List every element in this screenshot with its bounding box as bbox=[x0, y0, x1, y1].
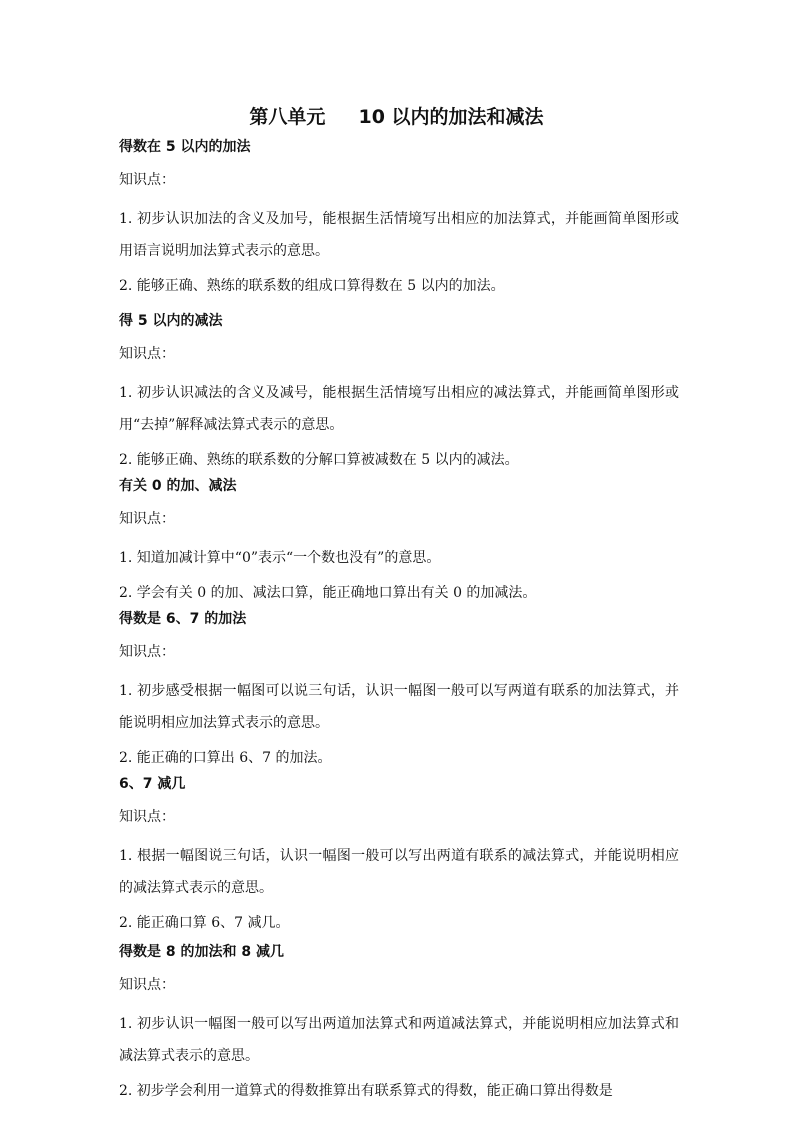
section-8-add-subtract bbox=[119, 942, 679, 1107]
knowledge-point-item: 2. 初步学会利用一道算式的得数推算出有联系算式的得数，能正确口算出得数是 bbox=[119, 1083, 613, 1099]
document-body bbox=[119, 137, 679, 1110]
section-heading: 得数在 5 以内的加法 bbox=[119, 139, 251, 155]
section-heading: 得数是 8 的加法和 8 减几 bbox=[119, 944, 284, 960]
knowledge-point-item: 1. 初步感受根据一幅图可以说三句话，认识一幅图一般可以写两道有联系的加法算式，并能说明相应加法算式表示的意思。 bbox=[119, 683, 679, 731]
knowledge-point-item: 1. 知道加减计算中“0”表示“一个数也没有”的意思。 bbox=[119, 550, 441, 566]
knowledge-point-label: 知识点： bbox=[119, 644, 175, 660]
knowledge-point-item: 1. 初步认识减法的含义及减号，能根据生活情境写出相应的减法算式，并能画简单图形或用“去掉”解释减法算式表示的意思。 bbox=[119, 385, 679, 433]
knowledge-point-label: 知识点： bbox=[119, 809, 175, 825]
knowledge-point-item: 1. 初步认识一幅图一般可以写出两道加法算式和两道减法算式，并能说明相应加法算式和减法算式表示的意思。 bbox=[119, 1016, 679, 1064]
knowledge-point-label: 知识点： bbox=[119, 172, 175, 188]
section-heading: 有关 0 的加、减法 bbox=[119, 478, 237, 494]
knowledge-point-item: 1. 根据一幅图说三句话，认识一幅图一般可以写出两道有联系的减法算式，并能说明相应的减法算式表示的意思。 bbox=[119, 848, 679, 896]
knowledge-point-item: 2. 学会有关 0 的加、减法口算，能正确地口算出有关 0 的加减法。 bbox=[119, 585, 537, 601]
knowledge-point-label: 知识点： bbox=[119, 346, 175, 362]
section-heading: 得数是 6、7 的加法 bbox=[119, 611, 247, 627]
knowledge-point-item: 2. 能正确口算 6、7 减几。 bbox=[119, 915, 290, 931]
section-subtraction-within-5 bbox=[119, 311, 679, 476]
section-heading: 得 5 以内的减法 bbox=[119, 313, 223, 329]
knowledge-point-label: 知识点： bbox=[119, 511, 175, 527]
knowledge-point-item: 2. 能够正确、熟练的联系数的组成口算得数在 5 以内的加法。 bbox=[119, 278, 505, 294]
knowledge-point-item: 1. 初步认识加法的含义及加号，能根据生活情境写出相应的加法算式，并能画简单图形或用语言说明加法算式表示的意思。 bbox=[119, 211, 679, 259]
knowledge-point-item: 2. 能够正确、熟练的联系数的分解口算被减数在 5 以内的减法。 bbox=[119, 452, 519, 468]
section-6-7-minus bbox=[119, 774, 679, 939]
knowledge-point-label: 知识点： bbox=[119, 977, 175, 993]
section-heading: 6、7 减几 bbox=[119, 776, 186, 792]
section-addition-within-5 bbox=[119, 137, 679, 302]
section-zero-add-subtract bbox=[119, 476, 679, 609]
knowledge-point-item: 2. 能正确的口算出 6、7 的加法。 bbox=[119, 750, 332, 766]
page-title: 第八单元 10 以内的加法和减法 bbox=[249, 106, 544, 128]
section-addition-6-7 bbox=[119, 609, 679, 774]
